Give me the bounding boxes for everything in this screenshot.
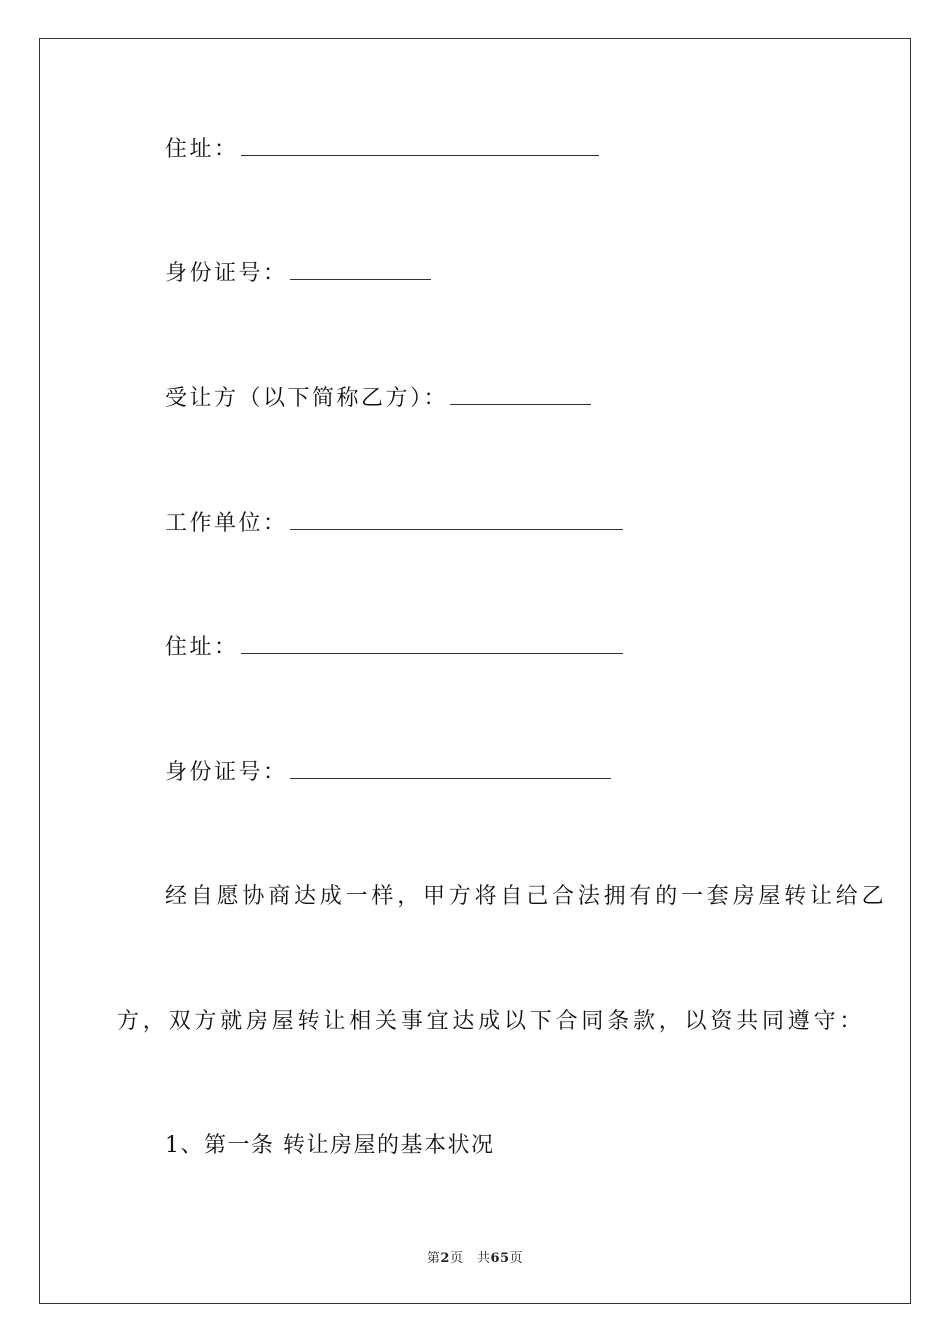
field-address-b [165, 634, 623, 662]
fill-blank[interactable] [450, 386, 591, 405]
page-footer [0, 1247, 950, 1266]
fill-blank[interactable] [241, 635, 623, 654]
footer-prefix: 第 [426, 1251, 441, 1266]
field-address-a [165, 136, 599, 164]
paragraph-line-1: 经自愿协商达成一样，甲方将自己合法拥有的一套房屋转让给乙 [165, 884, 888, 909]
field-transferee [165, 385, 591, 413]
field-employer [165, 510, 623, 538]
field-label: 住址： [165, 635, 239, 660]
footer-total-suffix: 页 [509, 1251, 524, 1266]
paragraph-line-2: 方，双方就房屋转让相关事宜达成以下合同条款，以资共同遵守： [117, 1009, 866, 1034]
fill-blank[interactable] [290, 261, 431, 280]
section-heading: 1、第一条 转让房屋的基本状况 [165, 1133, 495, 1158]
fill-blank[interactable] [241, 137, 599, 156]
fill-blank[interactable] [290, 511, 623, 530]
field-label: 受让方（以下简称乙方）： [165, 386, 449, 411]
field-label: 身份证号： [165, 261, 288, 286]
fill-blank[interactable] [290, 760, 611, 779]
page-border [39, 38, 911, 1304]
field-label: 工作单位： [165, 511, 288, 536]
footer-total-pages: 65 [490, 1251, 510, 1266]
footer-page-number: 2 [440, 1251, 450, 1266]
field-label: 身份证号： [165, 760, 288, 785]
field-id-number-b [165, 759, 611, 787]
field-id-number-a [165, 260, 431, 288]
footer-page-suffix: 页 共 [449, 1251, 491, 1266]
field-label: 住址： [165, 137, 239, 162]
